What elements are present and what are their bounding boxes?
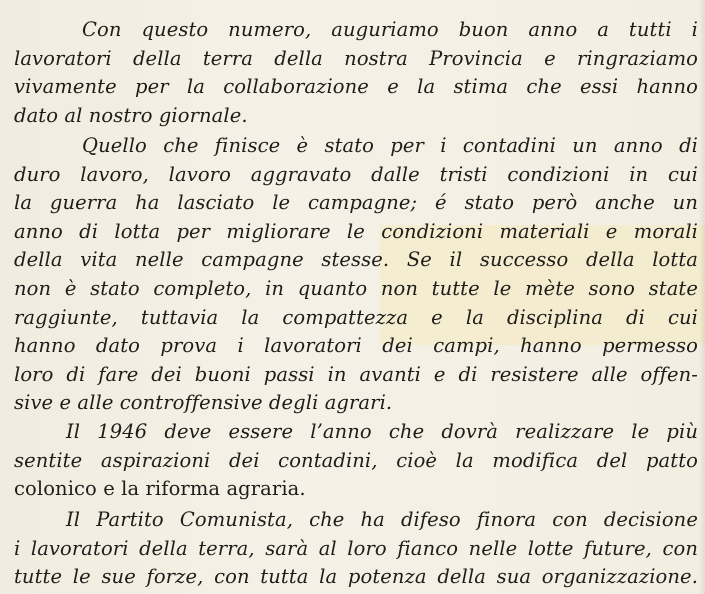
paragraph-line: lavoratori della terra della nostra Provincia e ringraziamo	[14, 46, 698, 70]
paragraph-line: dato al nostro giornale.	[14, 103, 248, 127]
paragraph-line: Con questo numero, auguriamo buon anno a tutti i	[82, 18, 698, 41]
paragraph-line: hanno dato prova i lavoratori dei campi, hanno permesso	[14, 334, 698, 358]
paragraph-line: duro lavoro, lavoro aggravato dalle tristi condizioni in cui	[14, 162, 698, 186]
paragraph-line: tutte le sue forze, con tutta la potenza della sua organizzazione.	[14, 565, 698, 589]
paragraph-2	[14, 132, 698, 418]
scan-edge-shadow	[699, 0, 705, 594]
paragraph-line: della vita nelle campagne stesse. Se il successo della lotta	[14, 248, 698, 272]
paragraph-line: vivamente per la collaborazione e la stima che essi hanno	[14, 75, 698, 99]
paragraph-line: sive e alle controffensive degli agrari.	[14, 391, 393, 415]
paragraph-line: colonico e la riforma agraria.	[14, 477, 306, 501]
paragraph-line: sentite aspirazioni dei contadini, cioè la modifica del patto	[14, 448, 698, 472]
paragraph-line: la guerra ha lasciato le campagne; é stato però anche un	[14, 191, 698, 215]
paragraph-line: Quello che finisce è stato per i contadini un anno di	[82, 134, 698, 157]
paragraph-3	[14, 418, 698, 504]
paragraph-line: Il Partito Comunista, che ha difeso finora con decisione	[66, 508, 698, 531]
paragraph-line: Il 1946 deve essere l’anno che dovrà realizzare le più	[66, 420, 698, 443]
paragraph-line: anno di lotta per migliorare le condizioni materiali e morali	[14, 219, 698, 243]
paragraph-line: i lavoratori della terra, sarà al loro fianco nelle lotte future, con	[14, 536, 698, 560]
paragraph-4	[14, 506, 698, 592]
paragraph-line: non è stato completo, in quanto non tutte le mète sono state	[14, 276, 698, 300]
paragraph-line: loro di fare dei buoni passi in avanti e di resistere alle offen-	[14, 362, 698, 386]
paragraph-line: raggiunte, tuttavia la compattezza e la disciplina di cui	[14, 305, 698, 329]
paragraph-1	[14, 16, 698, 130]
